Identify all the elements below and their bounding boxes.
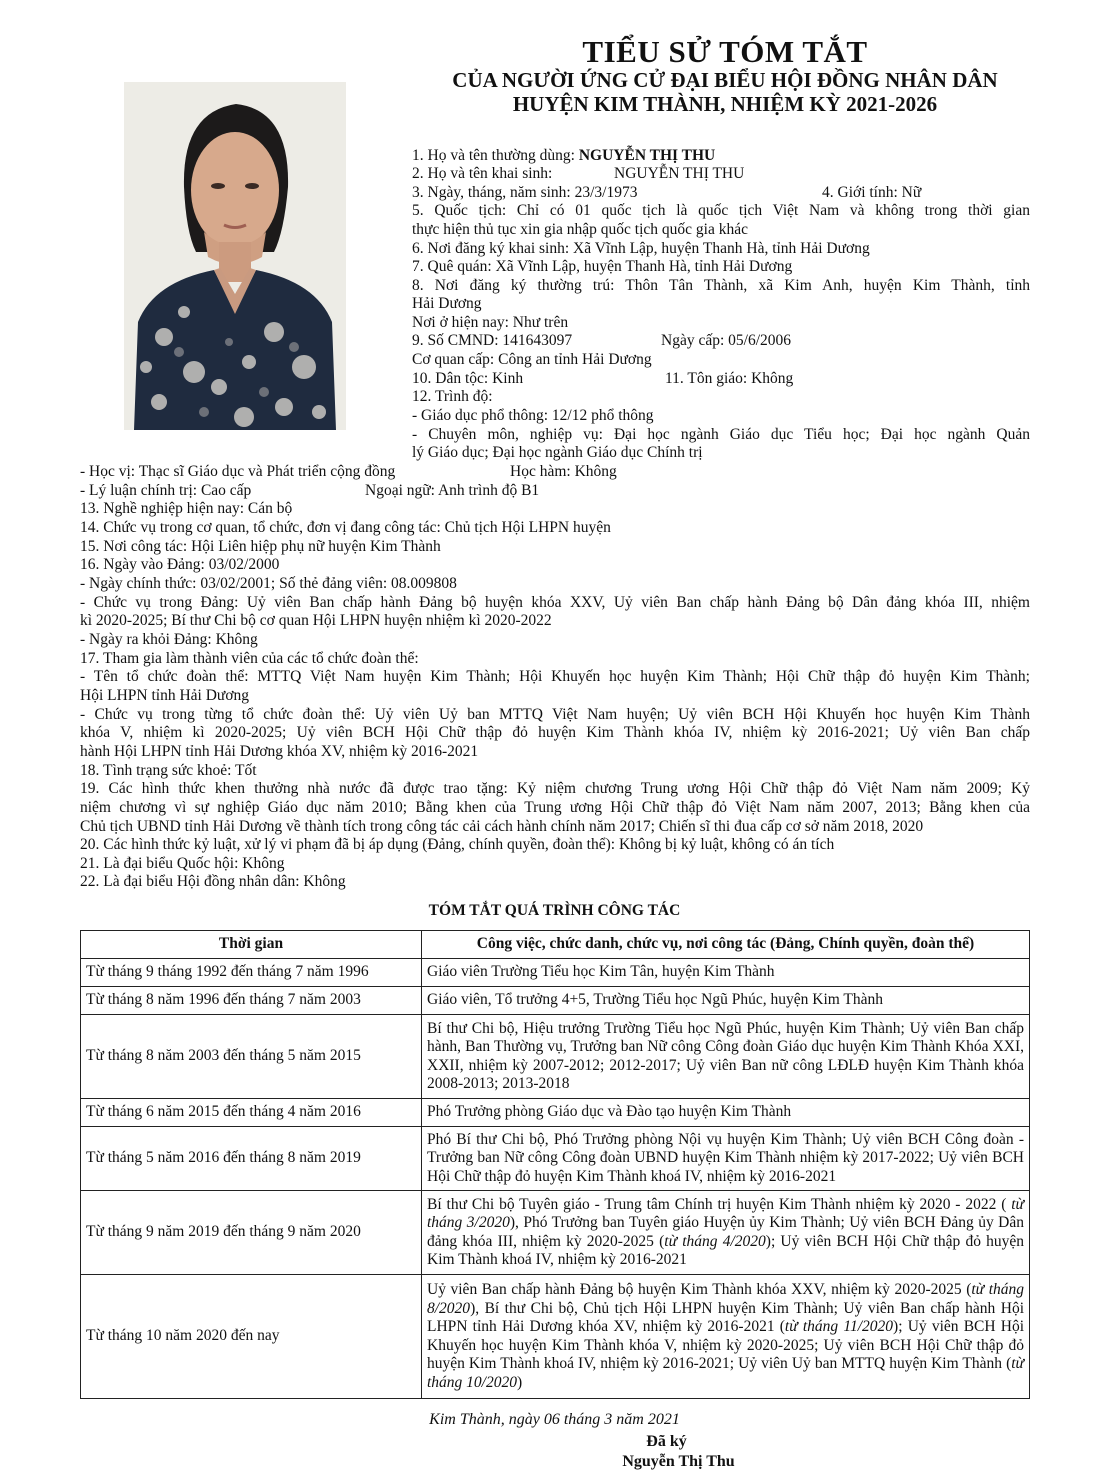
desc-italic: từ tháng 3/2020 (427, 1195, 1025, 1231)
table-row (81, 1191, 1030, 1275)
nationality-cont: thực hiện thủ tục xin gia nhập quốc tịch quốc gia khác (412, 221, 748, 238)
religion: 11. Tôn giáo: Không (665, 370, 794, 387)
current-residence: Nơi ở hiện nay: Như trên (412, 314, 569, 331)
row-time: Từ tháng 9 năm 2019 đến tháng 9 năm 2020 (81, 1191, 422, 1275)
row-time: Từ tháng 5 năm 2016 đến tháng 8 năm 2019 (81, 1127, 422, 1191)
academic-degree: - Học vị: Thạc sĩ Giáo dục và Phát triển cộng đồng (80, 463, 396, 480)
table-row (81, 1275, 1030, 1399)
work-history-title: TÓM TẮT QUÁ TRÌNH CÔNG TÁC (428, 902, 681, 919)
organization-positions-cont2: hành Hội LHPN tỉnh Hải Dương khóa XV, nhiệm kỳ 2016-2021 (80, 743, 479, 760)
signature-name: Nguyễn Thị Thu (622, 1453, 735, 1470)
label-common-name: 1. Họ và tên thường dùng: (412, 147, 575, 164)
row-time: Từ tháng 8 năm 1996 đến tháng 7 năm 2003 (81, 987, 422, 1015)
header-time: Thời gian (81, 931, 422, 959)
national-assembly-delegate: 21. Là đại biểu Quốc hội: Không (80, 855, 285, 872)
organization-names-cont: Hội LHPN tỉnh Hải Dương (80, 687, 250, 704)
council-delegate: 22. Là đại biểu Hội đồng nhân dân: Không (80, 873, 346, 890)
work-history-table (80, 930, 1030, 1399)
professional-education: - Chuyên môn, nghiệp vụ: Đại học ngành Giáo dục Tiểu học; Đại học ngành Quản (412, 426, 1030, 443)
id-number: 9. Số CMND: 141643097 (412, 332, 573, 349)
title-main: TIỂU SỬ TÓM TẮT (582, 34, 868, 69)
organization-names: - Tên tổ chức đoàn thể: MTTQ Việt Nam huyện Kim Thành; Hội Khuyến học huyện Kim Thành; Hội Chữ thập đỏ huyện Kim Thành; (80, 668, 1030, 685)
desc-text: ); Uỷ viên BCH Hội Chữ thập đỏ huyện Kim Thành khoá IV, nhiệm kỳ 2016-2021 (427, 1232, 1025, 1268)
birth-registration: 6. Nơi đăng ký khai sinh: Xã Vĩnh Lập, huyện Thanh Hà, tỉnh Hải Dương (412, 240, 870, 257)
awards-cont2: Chủ tịch UBND tỉnh Hải Dương về thành tích trong công tác cải cách hành chính năm 2017; Chiến sĩ thi đua cấp cơ sở năm 2018, 2020 (80, 818, 924, 835)
id-issuer: Cơ quan cấp: Công an tỉnh Hải Dương (412, 351, 652, 368)
party-official-date: - Ngày chính thức: 03/02/2001; Số thẻ đảng viên: 08.009808 (80, 575, 457, 592)
nationality: 5. Quốc tịch: Chỉ có 01 quốc tịch là quốc tịch Việt Nam và không trong thời gian (412, 202, 1030, 219)
gender: 4. Giới tính: Nữ (822, 184, 922, 201)
signature-status: Đã ký (646, 1433, 687, 1450)
row-time: Từ tháng 6 năm 2015 đến tháng 4 năm 2016 (81, 1099, 422, 1127)
workplace: 15. Nơi công tác: Hội Liên hiệp phụ nữ huyện Kim Thành (80, 538, 441, 555)
value-birth-name: NGUYỄN THỊ THU (614, 165, 745, 182)
desc-text: ); Uỷ viên BCH Hội Khuyến học huyện Kim Thành khóa V, nhiệm kỳ 2020-2025; Uỷ viên BCH Hội Chữ thập đỏ huyện Kim Thành khoá IV, nhiệm kỳ 2016-2021; Uỷ viên Uỷ ban MTTQ huyện Kim Thành ( (427, 1318, 1025, 1372)
hometown: 7. Quê quán: Xã Vĩnh Lập, huyện Thanh Hà, tỉnh Hải Dương (412, 258, 793, 275)
title-subtitle: CỦA NGƯỜI ỨNG CỬ ĐẠI BIỂU HỘI ĐỒNG NHÂN DÂN (452, 68, 998, 92)
table-row (81, 1015, 1030, 1099)
health-status: 18. Tình trạng sức khoẻ: Tốt (80, 762, 257, 779)
political-theory: - Lý luận chính trị: Cao cấp (80, 482, 252, 499)
row-description (422, 1191, 1030, 1275)
header-description: Công việc, chức danh, chức vụ, nơi công tác (Đảng, Chính quyền, đoàn thể) (422, 931, 1030, 959)
row-time: Từ tháng 9 tháng 1992 đến tháng 7 năm 1996 (81, 959, 422, 987)
permanent-residence-cont: Hải Dương (412, 295, 482, 312)
desc-text: ) (517, 1373, 523, 1391)
awards: 19. Các hình thức khen thưởng nhà nước đã được trao tặng: Kỷ niệm chương Trung ương Hội Chữ thập đỏ Việt Nam năm 2009; Kỷ (80, 780, 1030, 797)
desc-text: Bí thư Chi bộ Tuyên giáo - Trung tâm Chính trị huyện Kim Thành nhiệm kỳ 2020 - 2022 ( (427, 1195, 1007, 1213)
desc-italic: từ tháng 10/2020 (427, 1355, 1024, 1391)
candidate-portrait (124, 82, 346, 430)
desc-text: Uỷ viên Ban chấp hành Đảng bộ huyện Kim Thành khóa XXV, nhiệm kỳ 2020-2025 ( (427, 1281, 972, 1298)
awards-cont: niệm chương vì sự nghiệp Giáo dục năm 2010; Bằng khen của Trung ương Hội Chữ thập đỏ Việt Nam năm 2007, 2013; Bằng khen của (80, 799, 1030, 816)
row-description: Phó Bí thư Chi bộ, Phó Trưởng phòng Nội vụ huyện Kim Thành; Uỷ viên BCH Công đoàn - Trưởng ban Nữ công Công đoàn UBND huyện Kim Thành nhiệm kỳ 2017-2022; Uỷ viên BCH Hội Chữ thập đỏ huyện Kim Thành khoá IV, nhiệm kỳ 2016-2021 (422, 1127, 1030, 1191)
table-row (81, 1099, 1030, 1127)
education-heading: 12. Trình độ: (412, 388, 493, 405)
general-education: - Giáo dục phổ thông: 12/12 phổ thông (412, 407, 654, 424)
table-row (81, 987, 1030, 1015)
row-time: Từ tháng 10 năm 2020 đến nay (81, 1275, 422, 1399)
row-description: Phó Trưởng phòng Giáo dục và Đào tạo huyện Kim Thành (422, 1099, 1030, 1127)
row-description: Giáo viên Trường Tiểu học Kim Tân, huyện Kim Thành (422, 959, 1030, 987)
desc-italic: từ tháng 8/2020 (427, 1281, 1025, 1317)
title-term: HUYỆN KIM THÀNH, NHIỆM KỲ 2021-2026 (512, 92, 938, 116)
professional-education-cont: lý Giáo dục; Đại học ngành Giáo dục Chính trị (412, 444, 703, 461)
row-time: Từ tháng 8 năm 2003 đến tháng 5 năm 2015 (81, 1015, 422, 1099)
party-leave-date: - Ngày ra khỏi Đảng: Không (80, 631, 258, 648)
desc-italic: từ tháng 11/2020 (784, 1318, 894, 1335)
organization-positions: - Chức vụ trong từng tổ chức đoàn thể: Uỷ viên Uỷ ban MTTQ Việt Nam huyện; Uỷ viên BCH Hội Khuyến học huyện Kim Thành (80, 706, 1030, 723)
desc-text: ), Phó Trưởng ban Tuyên giáo Huyện ủy Kim Thành; Uỷ viên BCH Đảng ủy Dân đảng khóa III, nhiệm kỳ 2020-2025 ( (427, 1214, 1024, 1250)
party-positions-cont: kì 2020-2025; Bí thư Chi bộ cơ quan Hội LHPN huyện nhiệm kì 2020-2022 (80, 612, 552, 629)
label-birth-name: 2. Họ và tên khai sinh: (412, 165, 553, 182)
birth-date: 3. Ngày, tháng, năm sinh: 23/3/1973 (412, 184, 638, 201)
desc-italic: từ tháng 4/2020 (664, 1232, 766, 1250)
document-title (380, 36, 1070, 116)
academic-title: Học hàm: Không (510, 463, 617, 480)
organization-positions-cont: khóa V, nhiệm kì 2020-2025; Uỷ viên BCH Hội Chữ thập đỏ huyện Kim Thành khóa IV, nhiệm kỳ 2016-2021; Uỷ viên Ban chấp (80, 724, 1030, 741)
id-issue-date: Ngày cấp: 05/6/2006 (661, 332, 792, 349)
table-row (81, 1127, 1030, 1191)
party-join-date: 16. Ngày vào Đảng: 03/02/2000 (80, 556, 280, 573)
disciplinary: 20. Các hình thức kỷ luật, xử lý vi phạm đã bị áp dụng (Đảng, chính quyền, đoàn thể): Không bị kỷ luật, không có án tích (80, 836, 835, 853)
row-description: Giáo viên, Tổ trưởng 4+5, Trường Tiểu học Ngũ Phúc, huyện Kim Thành (422, 987, 1030, 1015)
table-row (81, 959, 1030, 987)
ethnicity: 10. Dân tộc: Kinh (412, 370, 524, 387)
row-description: Bí thư Chi bộ, Hiệu trưởng Trường Tiểu học Ngũ Phúc, huyện Kim Thành; Uỷ viên Ban chấp hành, Ban Thường vụ, Trưởng ban Nữ công Công đoàn Giáo dục huyện Kim Thành Khóa XXI, XXII, nhiệm kỳ 2007-2012; 2012-2017; Uỷ viên Ban nữ công LĐLĐ huyện Kim Thành khóa 2008-2013; 2013-2018 (422, 1015, 1030, 1099)
desc-text: ), Bí thư Chi bộ, Chủ tịch Hội LHPN huyện Kim Thành; Uỷ viên Ban chấp hành Hội LHPN tỉnh Hải Dương khóa XV, nhiệm kỳ 2016-2021 ( (427, 1299, 1024, 1335)
permanent-residence: 8. Nơi đăng ký thường trú: Thôn Tân Thành, xã Kim Anh, huyện Kim Thành, tỉnh (412, 277, 1030, 294)
row-description (422, 1275, 1030, 1399)
position: 14. Chức vụ trong cơ quan, tổ chức, đơn vị đang công tác: Chủ tịch Hội LHPN huyện (80, 519, 611, 536)
occupation: 13. Nghề nghiệp hiện nay: Cán bộ (80, 500, 293, 517)
signature-place-date: Kim Thành, ngày 06 tháng 3 năm 2021 (429, 1411, 680, 1428)
party-positions: - Chức vụ trong Đảng: Uỷ viên Ban chấp hành Đảng bộ huyện khóa XXV, Uỷ viên Ban chấp hành Đảng bộ Dân đảng khóa III, nhiệm (80, 594, 1030, 611)
organizations-heading: 17. Tham gia làm thành viên của các tổ chức đoàn thể: (80, 650, 419, 667)
value-common-name: NGUYỄN THỊ THU (578, 147, 716, 164)
foreign-language: Ngoại ngữ: Anh trình độ B1 (365, 482, 540, 499)
table-header-row (81, 931, 1030, 959)
